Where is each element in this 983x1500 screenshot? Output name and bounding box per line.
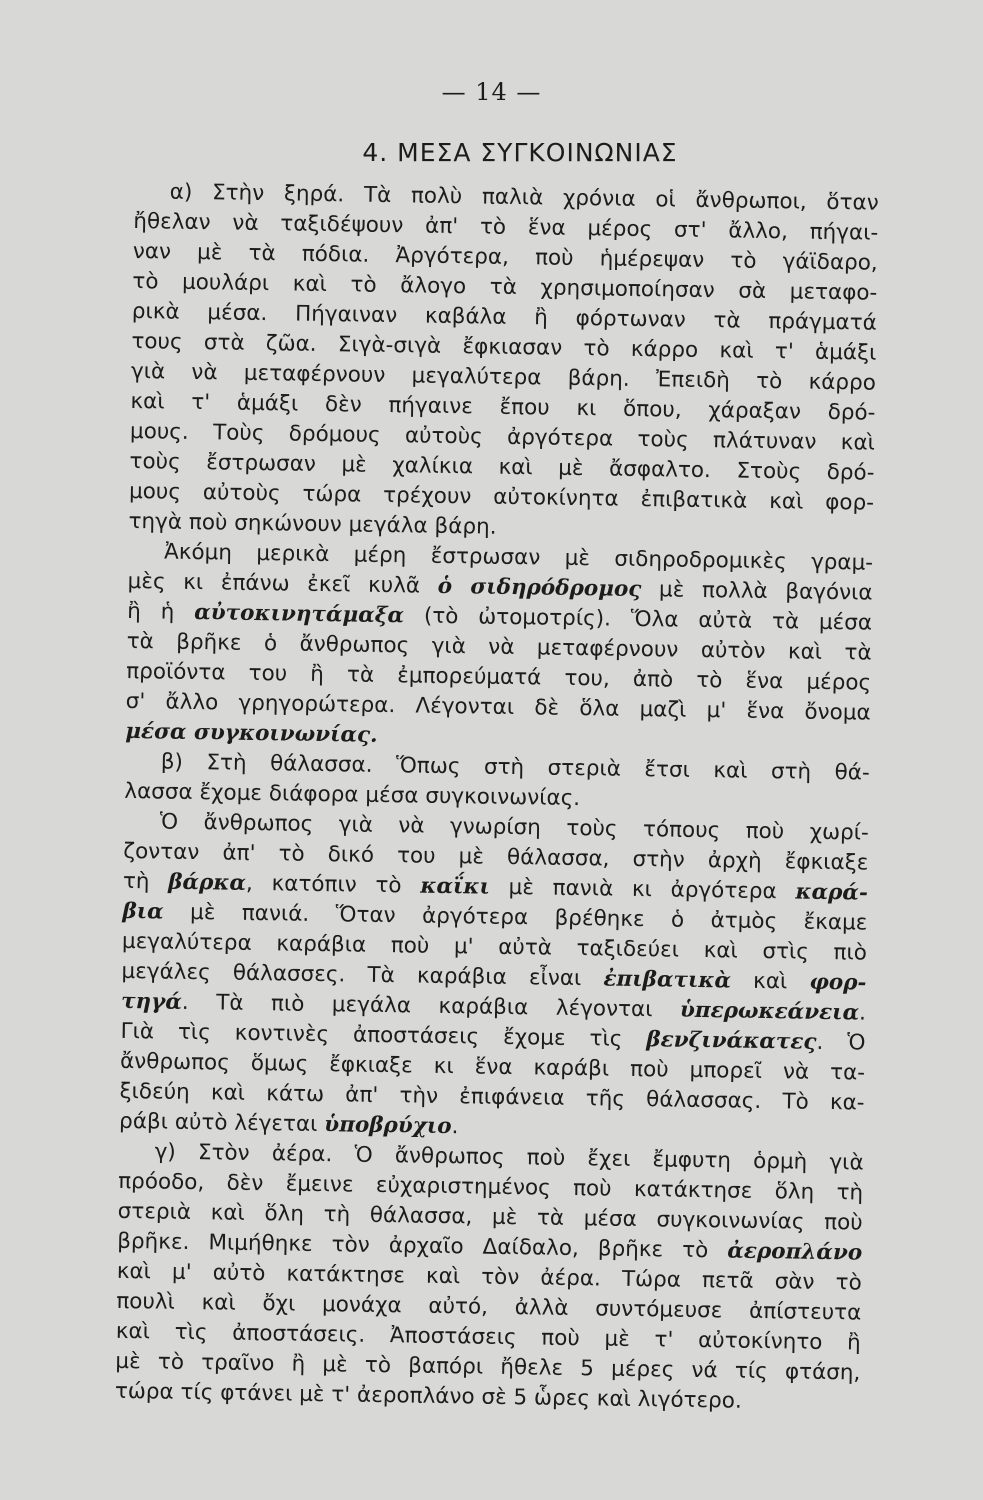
text-run: β): [160, 749, 207, 776]
text-run: μὲ τὸ τραῖνο ἢ μὲ τὸ βαπόρι ἤθελε 5 μέρες νά τίς φτάση,: [115, 1348, 861, 1386]
emphasized-term: βια: [122, 898, 164, 925]
text-run: μεγαλύτερα καράβια ποὺ μ' αὐτὰ ταξιδεύει καὶ στὶς πιὸ: [121, 928, 868, 966]
section-heading: Στὴ θάλασσα.: [206, 750, 373, 778]
emphasized-term: ἀεροπλάνο: [727, 1238, 863, 1266]
text-run: Ὅπως στὴ στεριὰ ἔτσι καὶ στὴ θά-: [372, 752, 870, 786]
text-run: γ): [154, 1139, 199, 1166]
emphasized-term: βάρκα: [168, 869, 247, 896]
emphasized-term: μέσα συγκοινωνίας.: [125, 718, 378, 748]
body-text: [115, 177, 879, 1419]
text-run: στεριὰ καὶ ὅλη τὴ θάλασσα, μὲ τὰ μέσα συγκοινωνίας ποὺ: [117, 1198, 863, 1236]
text-run: τοὺς ἔστρωσαν μὲ χαλίκια καὶ μὲ ἄσφαλτο. Στοὺς δρό-: [129, 448, 875, 486]
section-heading: Στὴν ξηρά.: [211, 180, 345, 208]
emphasized-term: καρά-: [795, 879, 869, 906]
section-heading: Στὸν ἀέρα.: [197, 1140, 333, 1168]
emphasized-term: αὐτοκινητάμαξα: [193, 600, 405, 629]
text-run: τους στὰ ζῶα. Σιγὰ-σιγὰ ἔφκιασαν τὸ κάρρο καὶ τ' ἁμάξι: [131, 328, 877, 366]
text-run: ξιδεύη καὶ κάτω ἀπ' τὴν ἐπιφάνεια τῆς θάλασσας. Τὸ κα-: [119, 1078, 865, 1116]
text-run: τὴ: [122, 868, 169, 895]
text-run: ζονταν ἀπ' τὸ δικό του μὲ θάλασσα, στὴν ἀρχὴ ἔφκιαξε: [123, 838, 869, 876]
text-run: ναν μὲ τὰ πόδια. Ἀργότερα, ποὺ ἡμέρεψαν τὸ γάϊδαρο,: [132, 238, 878, 276]
text-run: Ὁ ἄνθρωπος γιὰ νὰ γνωρίση τοὺς τόπους ποὺ χωρί-: [159, 809, 869, 846]
text-run: Γιὰ τὶς κοντινὲς ἀποστάσεις ἔχομε τὶς: [120, 1018, 647, 1053]
text-run: .: [451, 1114, 459, 1140]
text-run: καὶ τ' ἁμάξι δὲν πήγαινε ἔπου κι ὅπου, χάραξαν δρό-: [130, 388, 876, 426]
text-run: ἤθελαν νὰ ταξιδέψουν ἀπ' τὸ ἕνα μέρος στ' ἄλλο, πήγαι-: [133, 208, 879, 246]
text-run: . Ὁ: [816, 1029, 866, 1056]
text-run: μους. Τοὺς δρόμους αὐτοὺς ἀργότερα τοὺς πλάτυναν καὶ: [129, 418, 876, 456]
text-run: ἄνθρωπος ὅμως ἔφκιαξε κι ἕνα καράβι ποὺ μπορεῖ νὰ τα-: [119, 1048, 866, 1086]
text-run: .: [858, 1000, 867, 1026]
text-run: , κατόπιν τὸ: [245, 870, 421, 899]
chapter-title: 4. ΜΕΣΑ ΣΥΓΚΟΙΝΩΝΙΑΣ: [362, 138, 678, 167]
text-run: τηγὰ ποὺ σηκώνουν μεγάλα βάρη.: [128, 508, 497, 540]
text-run: τώρα τίς φτάνει μὲ τ' ἀεροπλάνο σὲ 5 ὧρες καὶ λιγότερο.: [114, 1378, 742, 1414]
text-run: λασσα ἔχομε διάφορα μέσα συγκοινωνίας.: [124, 778, 581, 812]
text-run: μὲ πολλὰ βαγόνια: [641, 577, 873, 606]
text-run: πουλὶ καὶ ὄχι μονάχα αὐτό, ἀλλὰ συντόμευσε ἀπίστευτα: [116, 1288, 862, 1326]
text-run: Ὁ ἄνθρωπος ποὺ ἔχει ἔμφυτη ὁρμὴ γιὰ: [332, 1142, 864, 1176]
text-run: . Τὰ πιὸ μεγάλα καράβια λέγονται: [181, 989, 681, 1023]
emphasized-term: ὑποβρύχιο: [324, 1112, 452, 1140]
text-run: (τὸ ὠτομοτρίς). Ὅλα αὐτὰ τὰ μέσα: [403, 603, 873, 636]
text-run: καὶ μ' αὐτὸ κατάκτησε καὶ τὸν ἀέρα. Τώρα πετᾶ σὰν τὸ: [116, 1258, 862, 1296]
text-run: Ἀκόμη μερικὰ μέρη ἔστρωσαν μὲ σιδηροδρομικὲς γραμ-: [163, 539, 874, 576]
emphasized-term: ὑπερωκεάνεια: [679, 997, 860, 1026]
text-run: τὰ βρῆκε ὁ ἄνθρωπος γιὰ νὰ μεταφέρνουν αὐτὸν καὶ τὰ: [126, 628, 872, 666]
text-run: ρικὰ μέσα. Πήγαιναν καβάλα ἢ φόρτωναν τὰ πράγματά: [131, 298, 877, 336]
emphasized-term: καΐκι: [420, 873, 491, 900]
text-run: καὶ τὶς ἀποστάσεις. Ἀποστάσεις ποὺ μὲ τ' αὐτοκίνητο ἢ: [115, 1318, 861, 1356]
text-run: πρόοδο, δὲν ἔμεινε εὐχαριστημένος ποὺ κατάκτησε ὅλη τὴ: [118, 1168, 864, 1206]
text-run: μους αὐτοὺς τώρα τρέχουν αὐτοκίνητα ἐπιβατικὰ καὶ φορ-: [128, 478, 875, 516]
text-run: μὲς κι ἐπάνω ἐκεῖ κυλᾶ: [127, 568, 438, 599]
text-run: τὸ μουλάρι καὶ τὸ ἄλογο τὰ χρησιμοποίησαν σὰ μεταφο-: [132, 268, 878, 306]
text-run: Τὰ πολὺ παλιὰ χρόνια οἱ ἄνθρωποι, ὅταν: [344, 182, 879, 216]
text-run: α): [169, 179, 213, 206]
text-run: ἢ ἡ: [126, 598, 195, 625]
emphasized-term: φορ-: [809, 969, 867, 996]
emphasized-term: ὁ σιδηρόδρομος: [437, 573, 642, 603]
text-run: μεγάλες θάλασσες. Τὰ καράβια εἶναι: [121, 958, 604, 992]
page-number: — 14 —: [441, 78, 542, 106]
emphasized-term: βενζινάκατες: [646, 1027, 817, 1055]
text-run: μὲ πανιά. Ὅταν ἀργότερα βρέθηκε ὁ ἀτμὸς ἔκαμε: [163, 899, 868, 936]
text-run: βρῆκε. Μιμήθηκε τὸν ἀρχαῖο Δαίδαλο, βρῆκε τὸ: [117, 1228, 728, 1264]
text-run: καὶ: [730, 968, 810, 995]
emphasized-term: τηγά: [120, 988, 183, 1015]
emphasized-term: ἐπιβατικὰ: [603, 966, 732, 994]
text-run: σ' ἄλλο γρηγορώτερα. Λέγονται δὲ ὅλα μαζὶ μ' ἕνα ὄνομα: [125, 688, 871, 726]
text-run: προϊόντα του ἢ τὰ ἐμπορεύματά του, ἀπὸ τὸ ἕνα μέρος: [126, 658, 872, 696]
text-run: μὲ πανιὰ κι ἀργότερα: [489, 874, 796, 905]
text-run: γιὰ νὰ μεταφέρνουν μεγαλύτερα βάρη. Ἐπειδὴ τὸ κάρρο: [130, 358, 877, 396]
text-run: ράβι αὐτὸ λέγεται: [118, 1108, 325, 1138]
